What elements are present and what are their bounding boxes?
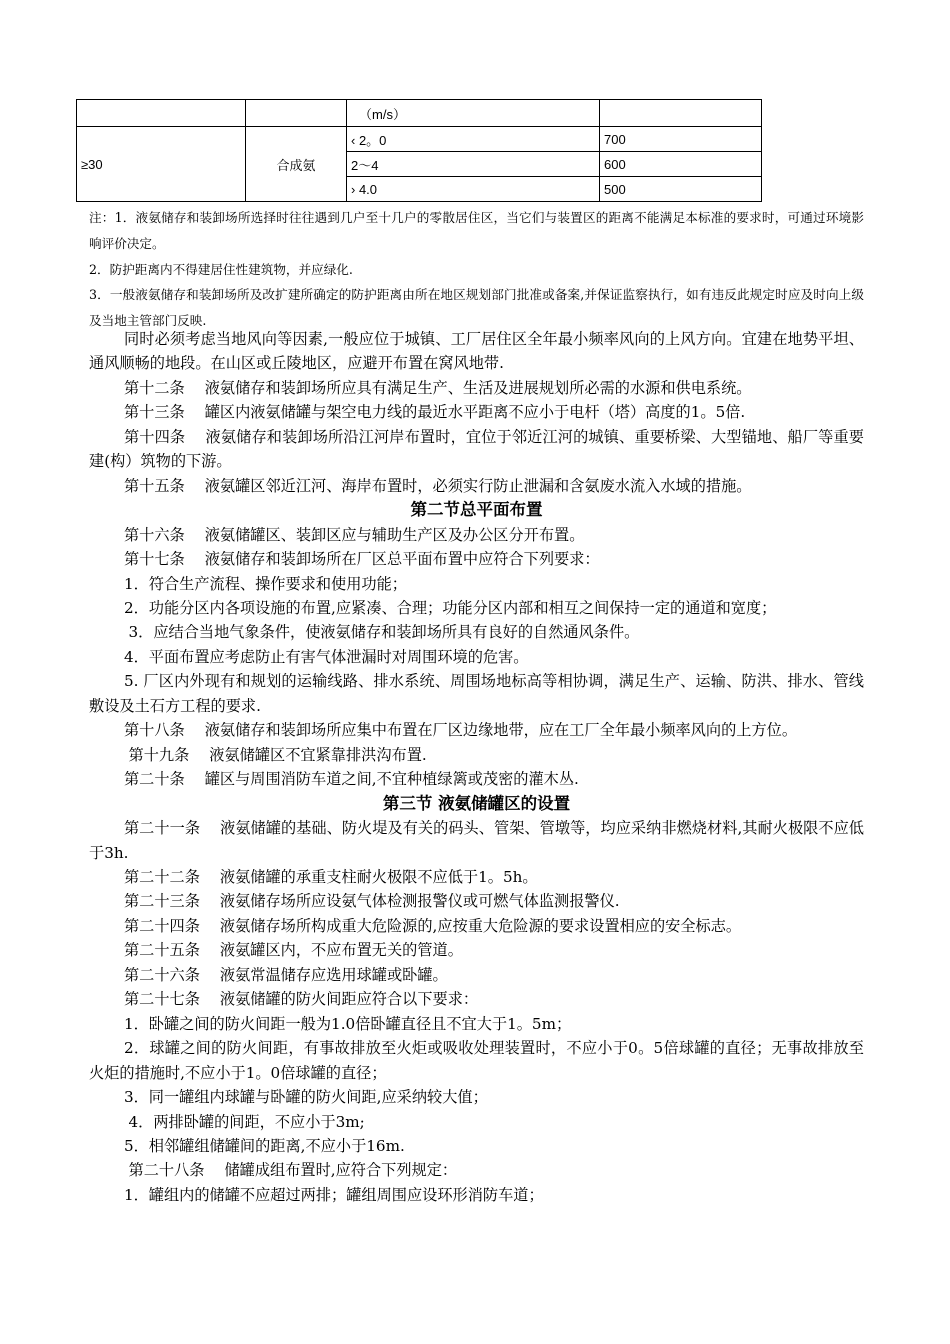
- list-item: 4．平面布置应考虑防止有害气体泄漏时对周围环境的危害。: [123, 647, 529, 666]
- article-19: 第十九条 液氨储罐区不宜紧靠排洪沟布置.: [128, 745, 427, 764]
- note-1: 注：1．液氨储存和装卸场所选择时往往遇到几户至十几户的零散居住区，当它们与装置区的距离不能满足本标准的要求时，可通过环境影响评价决定。: [89, 210, 864, 251]
- table-cell-distance: 700: [600, 127, 762, 152]
- list-item: 2．球罐之间的防火间距，有事故排放至火炬或吸收处理装置时，不应小于0。5倍球罐的直径；无事故排放至火炬的措施时,不应小于1。0倍球罐的直径；: [89, 1039, 864, 1082]
- article-16: 第十六条 液氨储罐区、装卸区应与辅助生产区及办公区分开布置。: [123, 525, 585, 544]
- table-cell-distance: 600: [600, 152, 762, 177]
- list-item: 3．同一罐组内球罐与卧罐的防火间距,应采纳较大值；: [123, 1088, 488, 1107]
- list-item: 4．两排卧罐的间距，不应小于3m;: [128, 1112, 365, 1131]
- list-item: 3．应结合当地气象条件，使液氨储存和装卸场所具有良好的自然通风条件。: [128, 623, 640, 642]
- table-cell: [600, 100, 762, 127]
- article-23: 第二十三条 液氨储存场所应设氨气体检测报警仪或可燃气体监测报警仪.: [123, 892, 620, 911]
- table-row: [77, 127, 762, 152]
- note-2: 2．防护距离内不得建居住性建筑物，并应绿化.: [89, 261, 353, 277]
- article-25: 第二十五条 液氨罐区内，不应布置无关的管道。: [123, 941, 463, 960]
- table-cell-distance: 500: [600, 177, 762, 202]
- table-cell-capacity: ≥30: [77, 127, 246, 202]
- table-notes: [89, 205, 864, 334]
- article-15: 第十五条 液氨罐区邻近江河、海岸布置时，必须实行防止泄漏和含氨废水流入水域的措施。: [123, 476, 752, 495]
- article-26: 第二十六条 液氨常温储存应选用球罐或卧罐。: [123, 965, 448, 984]
- list-item: 1．符合生产流程、操作要求和使用功能；: [123, 574, 407, 593]
- list-item: 5．相邻罐组储罐间的距离,不应小于16m.: [123, 1136, 405, 1155]
- article-28: 第二十八条 储罐成组布置时,应符合下列规定：: [128, 1161, 458, 1180]
- list-item: 1．卧罐之间的防火间距一般为1.0倍卧罐直径且不宜大于1。5m；: [123, 1014, 572, 1033]
- table-cell-type: 合成氨: [246, 127, 347, 202]
- protection-distance-table: [76, 99, 762, 202]
- article-27: 第二十七条 液氨储罐的防火间距应符合以下要求：: [123, 990, 479, 1009]
- list-item: 5. 厂区内外现有和规划的运输线路、排水系统、周围场地标高等相协调，满足生产、运输、防洪、排水、管线敷设及土石方工程的要求.: [89, 672, 864, 715]
- article-14: 第十四条 液氨储存和装卸场所沿江河岸布置时，宜位于邻近江河的城镇、重要桥梁、大型锚地、船厂等重要建(构）筑物的下游。: [89, 427, 864, 471]
- list-item: 1．罐组内的储罐不应超过两排；罐组周围应设环形消防车道；: [123, 1185, 544, 1204]
- body-text: [89, 327, 864, 1207]
- article-18: 第十八条 液氨储存和装卸场所应集中布置在厂区边缘地带，应在工厂全年最小频率风向的上方位。: [123, 721, 798, 740]
- article-21: 第二十一条 液氨储罐的基础、防火堤及有关的码头、管架、管墩等，均应采纳非燃烧材料,其耐火极限不应低于3h.: [89, 819, 864, 862]
- section-3-title: 第三节 液氨储罐区的设置: [382, 793, 571, 813]
- table-cell: [246, 100, 347, 127]
- article-17: 第十七条 液氨储存和装卸场所在厂区总平面布置中应符合下列要求：: [123, 550, 600, 569]
- article-22: 第二十二条 液氨储罐的承重支柱耐火极限不应低于1。5h。: [123, 867, 538, 886]
- section-2-title: 第二节总平面布置: [410, 500, 543, 520]
- list-item: 2．功能分区内各项设施的布置,应紧凑、合理；功能分区内部和相互之间保持一定的通道和宽度；: [123, 598, 777, 617]
- note-3: 3．一般液氨储存和装卸场所及改扩建所确定的防护距离由所在地区规划部门批准或备案,并保证监察执行，如有违反此规定时应及时向上级及当地主管部门反映.: [89, 287, 864, 329]
- table-cell-unit: （m/s）: [347, 100, 600, 127]
- article-24: 第二十四条 液氨储存场所构成重大危险源的,应按重大危险源的要求设置相应的安全标志。: [123, 916, 742, 935]
- table-row: [77, 100, 762, 127]
- table-cell-speed: ‹ 2。0: [347, 127, 600, 152]
- table-cell-speed: 2～4: [347, 152, 600, 177]
- article-12: 第十二条 液氨储存和装卸场所应具有满足生产、生活及进展规划所必需的水源和供电系统。: [123, 378, 752, 397]
- table-cell-speed: › 4.0: [347, 177, 600, 202]
- paragraph: 同时必须考虑当地风向等因素,一般应位于城镇、工厂居住区全年最小频率风向的上风方向。宜建在地势平坦、通风顺畅的地段。在山区或丘陵地区，应避开布置在窝风地带.: [89, 330, 864, 373]
- article-20: 第二十条 罐区与周围消防车道之间,不宜种植绿篱或茂密的灌木丛.: [123, 770, 579, 789]
- table-cell: [77, 100, 246, 127]
- article-13: 第十三条 罐区内液氨储罐与架空电力线的最近水平距离不应小于电杆（塔）高度的1。5倍.: [123, 403, 746, 422]
